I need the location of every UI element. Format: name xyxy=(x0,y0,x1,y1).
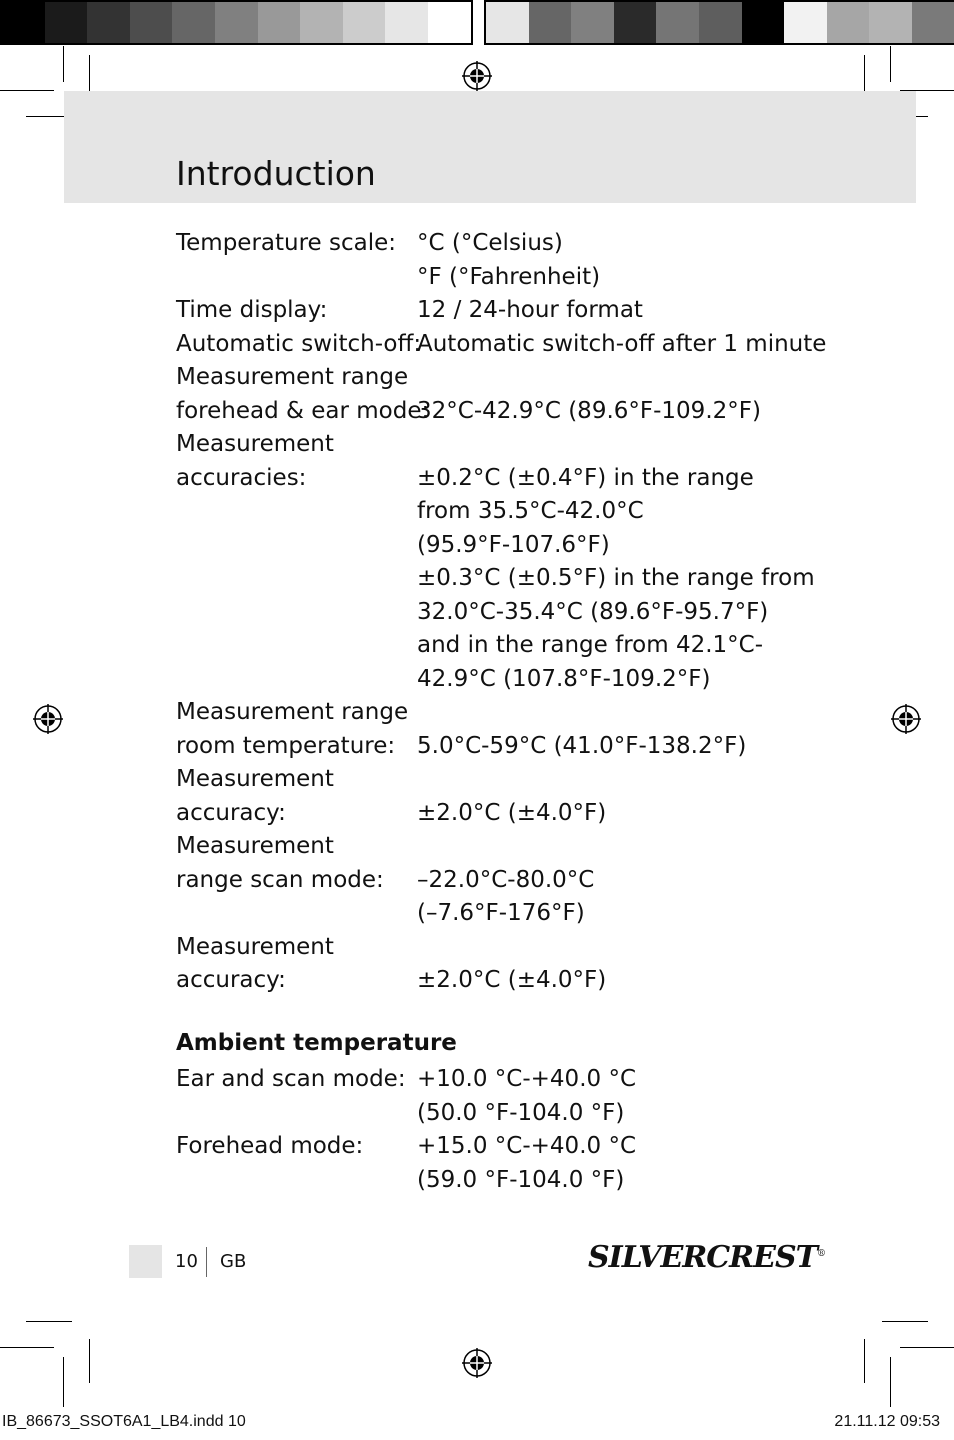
section-title: Ambient temperature xyxy=(176,1030,457,1056)
spec-row xyxy=(176,964,816,998)
spec-value: (50.0 °F-104.0 °F) xyxy=(417,1099,625,1126)
spec-label: Ear and scan mode: xyxy=(176,1066,406,1092)
color-swatch xyxy=(87,2,130,43)
spec-label xyxy=(176,529,417,563)
spec-value: 32°C-42.9°C (89.6°F-109.2°F) xyxy=(417,397,761,424)
crop-mark xyxy=(900,1347,954,1348)
spec-row xyxy=(176,529,816,563)
spec-value: 32.0°C-35.4°C (89.6°F-95.7°F) xyxy=(417,598,769,625)
page-title: Introduction xyxy=(176,154,376,193)
spec-value: ±2.0°C (±4.0°F) xyxy=(417,799,607,826)
spec-label: accuracies: xyxy=(176,464,307,491)
color-swatch xyxy=(912,2,954,43)
spec-label xyxy=(176,562,417,596)
spec-value: 42.9°C (107.8°F-109.2°F) xyxy=(417,665,711,692)
crop-mark xyxy=(89,1339,90,1383)
crop-mark xyxy=(26,1321,72,1322)
spec-value xyxy=(417,763,816,797)
spec-label xyxy=(176,596,417,630)
color-swatch xyxy=(2,2,45,43)
color-swatch xyxy=(300,2,343,43)
spec-value: 12 / 24-hour format xyxy=(417,297,643,323)
spec-value: °F (°Fahrenheit) xyxy=(417,263,601,290)
ambient-table xyxy=(176,1063,816,1197)
spec-label xyxy=(176,897,417,931)
spec-value: (59.0 °F-104.0 °F) xyxy=(417,1166,625,1193)
footer-tab xyxy=(129,1245,162,1278)
color-swatch xyxy=(428,2,471,43)
spec-value xyxy=(417,361,816,395)
spec-label: Temperature scale: xyxy=(176,230,397,256)
color-bar-right xyxy=(484,0,954,45)
crop-mark xyxy=(890,46,891,82)
color-swatch xyxy=(656,2,699,43)
spec-value: Automatic switch-off after 1 minute xyxy=(417,330,827,357)
color-swatch xyxy=(130,2,173,43)
slug-datetime: 21.11.12 09:53 xyxy=(834,1413,940,1430)
spec-row xyxy=(176,261,816,295)
spec-row xyxy=(176,629,816,663)
brand-name: SILVERCREST xyxy=(588,1240,817,1275)
spec-row xyxy=(176,562,816,596)
spec-label: Measurement xyxy=(176,933,334,960)
crop-mark xyxy=(63,1357,64,1407)
spec-row xyxy=(176,1130,816,1164)
spec-value: –22.0°C-80.0°C xyxy=(417,866,595,893)
spec-row xyxy=(176,1063,816,1097)
spec-label: Forehead mode: xyxy=(176,1133,364,1159)
spec-label xyxy=(176,261,417,295)
registration-mark-icon xyxy=(462,61,492,91)
spec-label: range scan mode: xyxy=(176,866,384,893)
crop-mark xyxy=(63,46,64,82)
spec-row xyxy=(176,897,816,931)
spec-value: ±0.2°C (±0.4°F) in the range xyxy=(417,464,754,491)
crop-mark xyxy=(0,1347,54,1348)
spec-label: Measurement range xyxy=(176,699,409,725)
language-code: GB xyxy=(220,1251,247,1272)
spec-value: from 35.5°C-42.0°C xyxy=(417,498,644,524)
spec-label: Automatic switch-off: xyxy=(176,330,422,357)
spec-value xyxy=(417,428,816,462)
color-swatch xyxy=(699,2,742,43)
spec-label xyxy=(176,495,417,529)
spec-row xyxy=(176,428,816,462)
color-swatch xyxy=(571,2,614,43)
spec-value: ±0.3°C (±0.5°F) in the range from xyxy=(417,565,815,591)
spec-row xyxy=(176,696,816,730)
crop-mark xyxy=(882,1321,928,1322)
crop-mark xyxy=(864,1339,865,1383)
color-bar-left xyxy=(0,0,473,45)
spec-value: (95.9°F-107.6°F) xyxy=(417,531,610,558)
spec-value: and in the range from 42.1°C- xyxy=(417,632,764,658)
color-swatch xyxy=(215,2,258,43)
spec-row xyxy=(176,495,816,529)
color-swatch xyxy=(486,2,529,43)
spec-table xyxy=(176,227,827,998)
color-swatch xyxy=(784,2,827,43)
spec-label: forehead & ear mode: xyxy=(176,397,430,424)
spec-row xyxy=(176,227,816,261)
spec-row xyxy=(176,830,816,864)
spec-row xyxy=(176,763,816,797)
brand-logo xyxy=(588,1240,825,1275)
spec-label: Measurement xyxy=(176,833,334,859)
color-swatch xyxy=(742,2,785,43)
spec-row xyxy=(176,797,816,831)
spec-value xyxy=(417,830,816,864)
spec-label: room temperature: xyxy=(176,732,396,759)
spec-row xyxy=(176,395,816,429)
slug-filename: IB_86673_SSOT6A1_LB4.indd 10 xyxy=(2,1413,246,1430)
color-swatch xyxy=(529,2,572,43)
spec-label: Measurement xyxy=(176,431,334,457)
spec-label: Measurement xyxy=(176,766,334,792)
registered-mark: ® xyxy=(816,1249,825,1259)
color-swatch xyxy=(385,2,428,43)
color-swatch xyxy=(827,2,870,43)
spec-value: °C (°Celsius) xyxy=(417,230,563,256)
color-swatch xyxy=(45,2,88,43)
registration-mark-icon xyxy=(891,704,921,734)
color-swatch xyxy=(172,2,215,43)
spec-row xyxy=(176,864,816,898)
spec-label: Measurement range xyxy=(176,364,409,390)
spec-value xyxy=(417,931,816,965)
crop-mark xyxy=(890,1357,891,1407)
spec-row xyxy=(176,1097,816,1131)
spec-row xyxy=(176,328,827,362)
footer-divider xyxy=(206,1247,207,1277)
registration-mark-icon xyxy=(33,704,63,734)
color-swatch xyxy=(343,2,386,43)
spec-row xyxy=(176,361,816,395)
spec-value: +10.0 °C-+40.0 °C xyxy=(417,1066,637,1092)
color-swatch xyxy=(258,2,301,43)
spec-value: (–7.6°F-176°F) xyxy=(417,900,585,926)
spec-label xyxy=(176,663,417,697)
spec-value: ±2.0°C (±4.0°F) xyxy=(417,967,607,993)
spec-value: +15.0 °C-+40.0 °C xyxy=(417,1133,637,1159)
color-swatch xyxy=(869,2,912,43)
spec-row xyxy=(176,931,816,965)
spec-label: accuracy: xyxy=(176,799,286,826)
crop-mark xyxy=(0,90,54,91)
spec-label xyxy=(176,1097,417,1131)
spec-label: Time display: xyxy=(176,297,328,323)
spec-row xyxy=(176,663,816,697)
spec-value: 5.0°C-59°C (41.0°F-138.2°F) xyxy=(417,732,747,759)
registration-mark-icon xyxy=(462,1348,492,1378)
spec-row xyxy=(176,596,816,630)
page-number: 10 xyxy=(175,1251,198,1272)
spec-label xyxy=(176,1164,417,1198)
spec-row xyxy=(176,1164,816,1198)
spec-row xyxy=(176,730,816,764)
spec-value xyxy=(417,696,816,730)
spec-label: accuracy: xyxy=(176,967,286,993)
color-swatch xyxy=(614,2,657,43)
spec-row xyxy=(176,294,816,328)
spec-label xyxy=(176,629,417,663)
spec-row xyxy=(176,462,816,496)
